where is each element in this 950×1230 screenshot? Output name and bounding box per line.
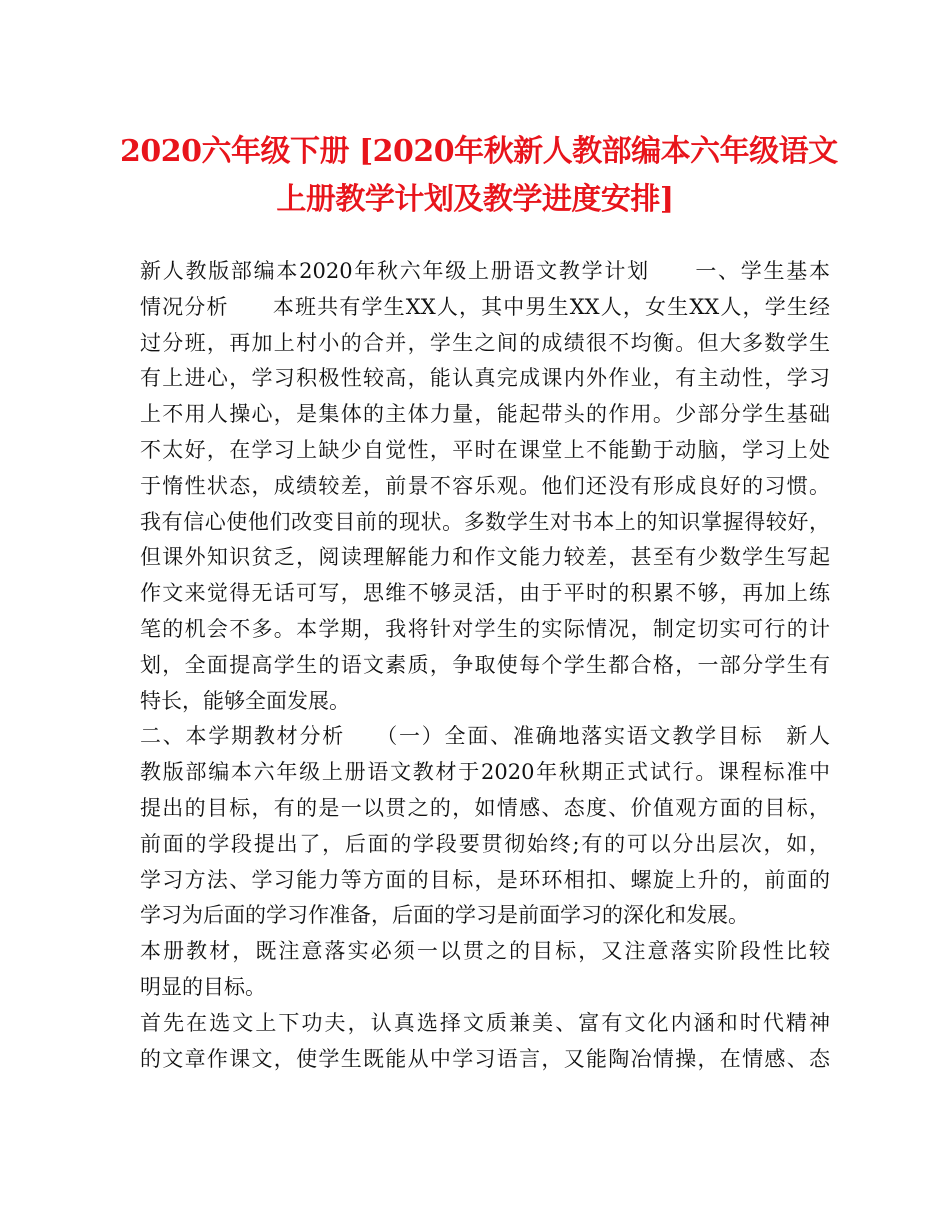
document-body — [140, 254, 830, 1077]
body-text-line: 上不用人操心，是集体的主体力量，能起带头的作用。少部分学生基础 — [140, 402, 830, 427]
body-text-line: 学习方法、学习能力等方面的目标，是环环相扣、螺旋上升的，前面的 — [140, 867, 830, 892]
body-text-line: 教版部编本六年级上册语文教材于2020年秋期正式试行。课程标准中 — [140, 760, 830, 785]
body-text-line: 特长，能够全面发展。 — [140, 688, 350, 713]
body-text-line: 有上进心，学习积极性较高，能认真完成课内外作业，有主动性，学习 — [140, 366, 830, 391]
title-line-2: 上册教学计划及教学进度安排] — [276, 182, 674, 217]
body-text-line: 作文来觉得无话可写，思维不够灵活，由于平时的积累不够，再加上练 — [140, 581, 830, 606]
body-text-line: 于惰性状态，成绩较差，前景不容乐观。他们还没有形成良好的习惯。 — [140, 473, 830, 498]
body-text-line: 的文章作课文，使学生既能从中学习语言，又能陶冶情操，在情感、态 — [140, 1046, 830, 1071]
document-title — [120, 128, 838, 224]
body-text-line: 二、本学期教材分析 （一）全面、准确地落实语文教学目标 新人 — [140, 724, 830, 749]
title-line-1: 2020六年级下册 [2020年秋新人教部编本六年级语文 — [120, 134, 838, 169]
body-text-line: 本册教材，既注意落实必须一以贯之的目标，又注意落实阶段性比较 — [140, 939, 830, 964]
body-text-line: 前面的学段提出了，后面的学段要贯彻始终;有的可以分出层次，如， — [140, 831, 830, 856]
body-text-line: 情况分析 本班共有学生XX人，其中男生XX人，女生XX人，学生经 — [140, 294, 830, 319]
body-text-line: 学习为后面的学习作准备，后面的学习是前面学习的深化和发展。 — [140, 903, 749, 928]
body-text-line: 首先在选文上下功夫，认真选择文质兼美、富有文化内涵和时代精神 — [140, 1010, 830, 1035]
body-text-line: 提出的目标，有的是一以贯之的，如情感、态度、价值观方面的目标， — [140, 795, 830, 820]
body-text-line: 过分班，再加上村小的合并，学生之间的成绩很不均衡。但大多数学生 — [140, 330, 830, 355]
body-text-line: 我有信心使他们改变目前的现状。多数学生对书本上的知识掌握得较好， — [140, 509, 830, 534]
body-text-line: 笔的机会不多。本学期，我将针对学生的实际情况，制定切实可行的计 — [140, 616, 830, 641]
body-text-line: 新人教版部编本2020年秋六年级上册语文教学计划 一、学生基本 — [140, 259, 830, 283]
body-text-line: 不太好，在学习上缺少自觉性，平时在课堂上不能勤于动脑，学习上处 — [140, 437, 830, 462]
body-text-line: 但课外知识贫乏，阅读理解能力和作文能力较差，甚至有少数学生写起 — [140, 545, 830, 570]
body-text-line: 划，全面提高学生的语文素质，争取使每个学生都合格，一部分学生有 — [140, 652, 830, 677]
body-text-line: 明显的目标。 — [140, 974, 266, 999]
